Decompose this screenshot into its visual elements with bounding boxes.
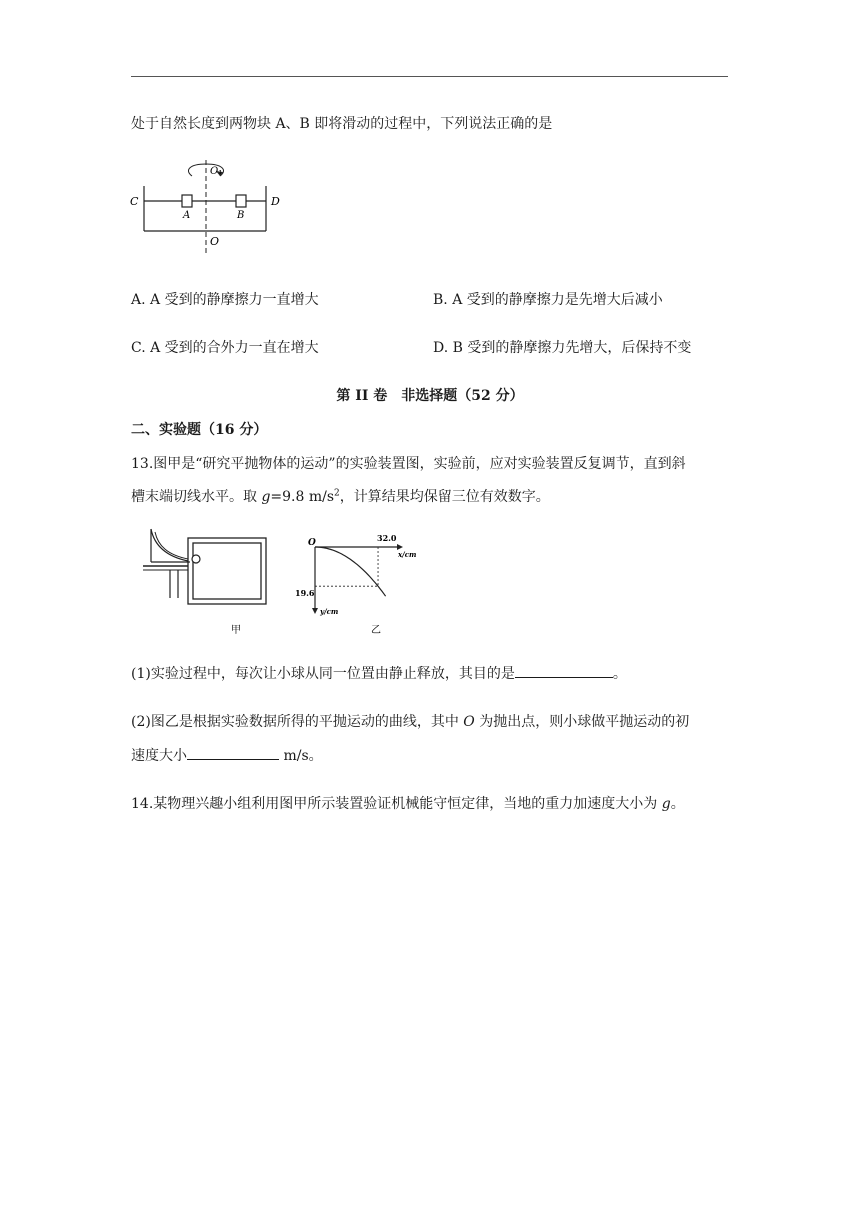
header-rule bbox=[131, 76, 728, 77]
label-d: D bbox=[271, 195, 280, 208]
q13-line1: 13.图甲是“研究平抛物体的运动”的实验装置图，实验前，应对实验装置反复调节，直到斜 bbox=[131, 456, 686, 472]
rotation-figure bbox=[126, 156, 286, 262]
y-value-label: 19.6 bbox=[295, 588, 315, 598]
trajectory-chart bbox=[293, 526, 433, 641]
option-b: B. A 受到的静摩擦力是先增大后减小 bbox=[433, 292, 663, 308]
answer-blank-1[interactable] bbox=[515, 663, 613, 678]
y-axis-label: y/cm bbox=[320, 607, 339, 616]
q13-1: (1)实验过程中，每次让小球从同一位置由静止释放，其目的是 。 bbox=[131, 663, 627, 683]
x-axis-label: x/cm bbox=[398, 550, 417, 559]
label-block-b: B bbox=[237, 210, 245, 221]
q14: 14.某物理兴趣小组利用图甲所示装置验证机械能守恒定律，当地的重力加速度大小为 g。 bbox=[131, 796, 685, 812]
apparatus-figure bbox=[138, 526, 278, 641]
question-tail: 处于自然长度到两物块 A、B 即将滑动的过程中，下列说法正确的是 bbox=[131, 116, 553, 132]
q13-2-line1: (2)图乙是根据实验数据所得的平抛运动的曲线，其中 O 为抛出点，则小球做平抛运动的初 bbox=[131, 714, 690, 730]
label-c: C bbox=[130, 195, 139, 208]
option-c: C. A 受到的合外力一直在增大 bbox=[131, 340, 319, 356]
option-d: D. B 受到的静摩擦力先增大，后保持不变 bbox=[433, 340, 692, 356]
label-block-a: A bbox=[183, 210, 191, 221]
section-title: 第 II 卷 非选择题（52 分） bbox=[336, 388, 524, 404]
answer-blank-2[interactable] bbox=[187, 745, 279, 760]
label-yi: 乙 bbox=[371, 625, 381, 636]
label-jia: 甲 bbox=[231, 625, 241, 636]
option-a: A. A 受到的静摩擦力一直增大 bbox=[131, 292, 319, 308]
origin-label: O bbox=[308, 538, 316, 548]
label-axis-o: O bbox=[210, 235, 220, 248]
q13-line2: 槽末端切线水平。取 g=9.8 $m/s^2$，计算结果均保留三位有效数字。 bbox=[131, 488, 550, 505]
trajectory-curve bbox=[315, 547, 386, 596]
q13-2-line2: 速度大小 m/s。 bbox=[131, 745, 323, 765]
x-value-label: 32.0 bbox=[377, 533, 397, 543]
subsection-title: 二、实验题（16 分） bbox=[131, 422, 268, 438]
label-axis-o1: O₁ bbox=[210, 166, 223, 177]
y-axis-arrow bbox=[312, 608, 318, 614]
